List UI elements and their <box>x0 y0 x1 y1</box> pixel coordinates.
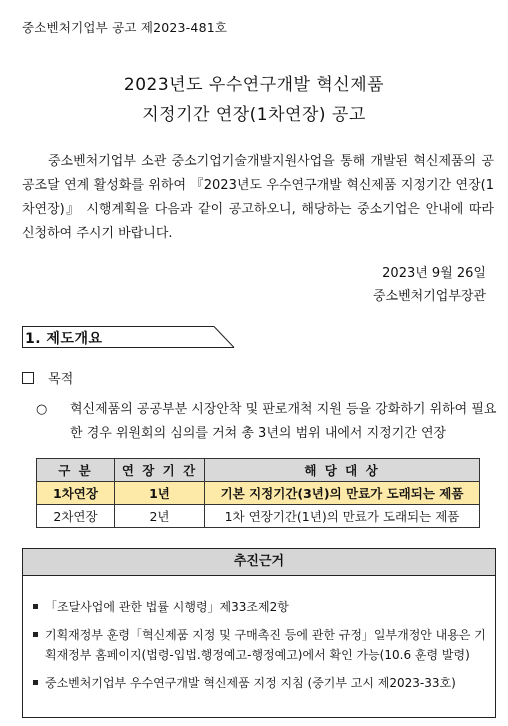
square-bullet-icon <box>33 632 38 637</box>
purpose-heading <box>22 368 73 387</box>
basis-item-text: 기획재정부 훈령「혁신제품 지정 및 구매촉진 등에 관한 규정」일부개정안 내용은 기획재정부 홈페이지(법령-입법.행정예고-행정예고)에서 확인 가능(10.6 훈령 발령) <box>45 628 486 662</box>
table-header: 구 분 <box>37 459 115 482</box>
issuer: 중소벤처기업부장관 <box>372 289 486 304</box>
basis-item-text: 「조달사업에 관한 법률 시행령」제33조제2항 <box>45 600 289 614</box>
purpose-label: 목적 <box>48 372 74 387</box>
table-cell: 2년 <box>115 505 205 528</box>
purpose-text: 혁신제품의 공공부분 시장안착 및 판로개척 지원 등을 강화하기 위하여 필요한 경우 위원회의 심의를 거쳐 총 3년의 범위 내에서 지정기간 연장 <box>70 402 497 441</box>
section-heading-label: 1. 제도개요 <box>25 331 103 347</box>
table-row <box>37 482 480 505</box>
square-bullet-icon <box>33 680 38 685</box>
table-cell: 1차 연장기간(1년)의 만료가 도래되는 제품 <box>205 505 480 528</box>
table-row <box>37 505 480 528</box>
notice-date: 2023년 9월 26일 <box>382 266 486 281</box>
table-header: 연 장 기 간 <box>115 459 205 482</box>
table-cell: 2차연장 <box>37 505 115 528</box>
table-cell: 1차연장 <box>37 482 115 505</box>
notice-number: 중소벤처기업부 공고 제2023-481호 <box>22 20 228 35</box>
intro-paragraph <box>22 150 494 246</box>
table-cell: 1년 <box>115 482 205 505</box>
intro-text: 중소벤처기업부 소관 중소기업기술개발지원사업을 통해 개발된 혁신제품의 공공조달 연계 활성화를 위하여 『2023년도 우수연구개발 혁신제품 지정기간 연장(1차연장)』 시행계획을 다음과 같이 공고하오니, 해당하는 중소기업은 안내에 따라 신청하여 주시기 바랍니다. <box>22 154 494 241</box>
basis-item-text: 중소벤처기업부 우수연구개발 혁신제품 지정 지침 (중기부 고시 제2023-33호) <box>45 676 456 690</box>
square-bullet-icon <box>33 604 38 609</box>
section-heading-1 <box>22 326 234 348</box>
basis-box <box>22 548 496 718</box>
table-header: 해 당 대 상 <box>205 459 480 482</box>
basis-title: 추진근거 <box>23 549 495 576</box>
title-line-2: 지정기간 연장(1차연장) 공고 <box>142 105 366 125</box>
title-line-1: 2023년도 우수연구개발 혁신제품 <box>123 75 385 95</box>
circle-bullet-icon: ○ <box>36 402 48 417</box>
checkbox-square-icon <box>22 372 34 384</box>
table-cell: 기본 지정기간(3년)의 만료가 도래되는 제품 <box>205 482 480 505</box>
table-header-row <box>37 459 480 482</box>
extension-table <box>36 458 480 528</box>
